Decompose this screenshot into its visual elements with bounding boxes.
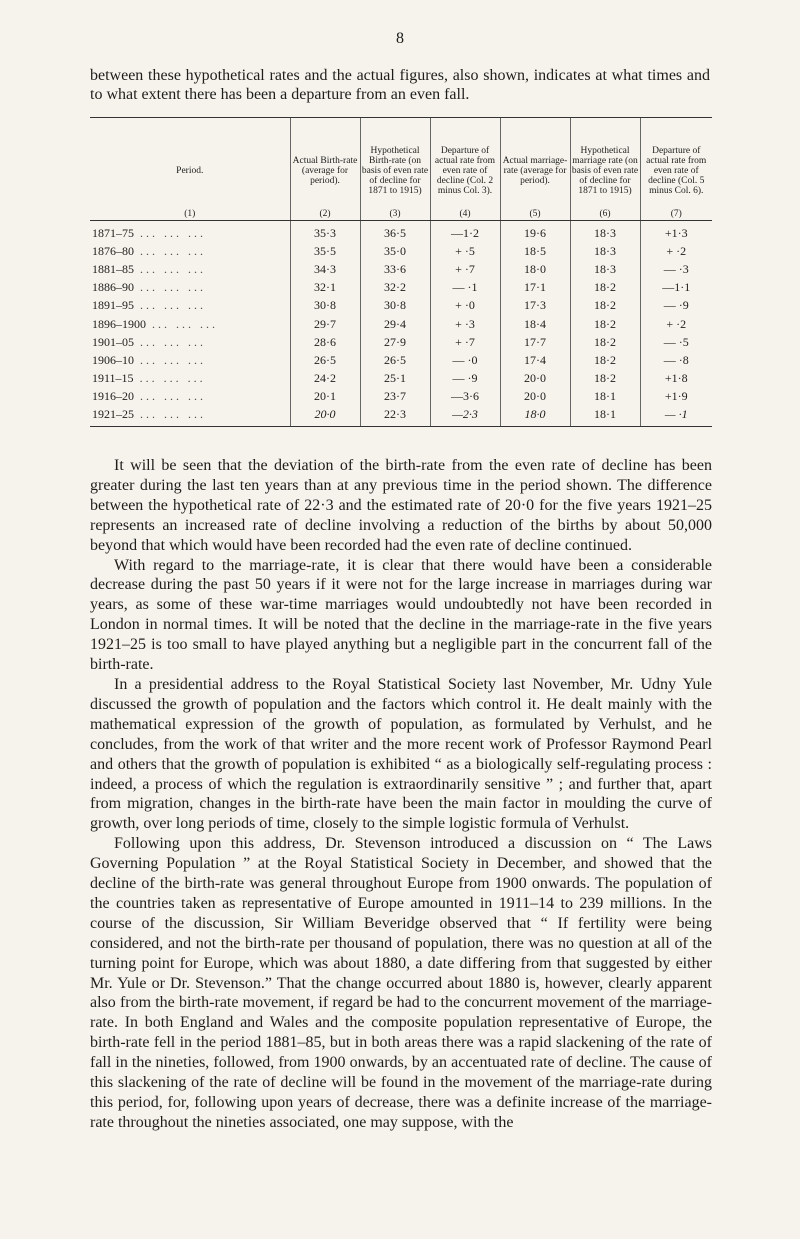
col-header-hypothetical-marriage-rate: Hypothetical marriage rate (on basis of even rate of decline for 1871 to 1915) (6)	[570, 118, 640, 221]
value-cell: 18·5	[500, 242, 570, 260]
value-cell: 20·0	[500, 370, 570, 388]
value-cell: 19·6	[500, 221, 570, 243]
value-cell: 33·6	[360, 260, 430, 278]
period-cell: 1896–1900 ... ... ...	[92, 316, 218, 331]
value-cell: + ·0	[430, 297, 500, 315]
value-cell: 29·4	[360, 315, 430, 333]
period-cell: 1921–25 ... ... ...	[90, 406, 290, 427]
value-cell: 18·1	[570, 406, 640, 427]
value-cell: 18·0	[500, 406, 570, 427]
value-cell: 32·2	[360, 279, 430, 297]
value-cell: 17·7	[500, 333, 570, 351]
value-cell: 18·2	[570, 279, 640, 297]
body-paragraph: It will be seen that the deviation of the birth-rate from the even rate of decline has been greater during the last ten years than at any previous time in the period shown. The difference between the hypothetical rate of 22·3 and the estimated rate of 20·0 for the five years 1921–25 represents an increased rate of decline involving a reduction of the births by about 50,000 beyond that which would have been recorded had the even rate of decline continued.	[90, 457, 712, 554]
value-cell: 28·6	[290, 333, 360, 351]
value-cell: 35·0	[360, 242, 430, 260]
table-row	[90, 297, 712, 315]
value-cell: 23·7	[360, 388, 430, 406]
value-cell: 26·5	[290, 351, 360, 369]
value-cell: 35·3	[290, 221, 360, 243]
value-cell: 20·0	[290, 406, 360, 427]
value-cell: 20·1	[290, 388, 360, 406]
value-cell: 34·3	[290, 260, 360, 278]
intro-paragraph: between these hypothetical rates and the actual figures, also shown, indicates at what times and to what extent there has been a departure from an even fall.	[90, 67, 710, 103]
value-cell: 18·3	[570, 242, 640, 260]
period-cell: 1911–15 ... ... ...	[92, 371, 206, 386]
value-cell: —1·1	[640, 279, 712, 297]
value-cell: — ·9	[430, 370, 500, 388]
value-cell: 18·2	[570, 351, 640, 369]
value-cell: 18·0	[500, 260, 570, 278]
value-cell: + ·5	[430, 242, 500, 260]
value-cell: — ·0	[430, 351, 500, 369]
value-cell: — ·3	[640, 260, 712, 278]
value-cell: — ·5	[640, 333, 712, 351]
value-cell: —3·6	[430, 388, 500, 406]
table-row	[90, 351, 712, 369]
value-cell: — ·1	[430, 279, 500, 297]
value-cell: 17·1	[500, 279, 570, 297]
value-cell: +1·9	[640, 388, 712, 406]
col-header-actual-marriage-rate: Actual marriage-rate (average for period). (5)	[500, 118, 570, 221]
value-cell: 29·7	[290, 315, 360, 333]
body-paragraph: With regard to the marriage-rate, it is clear that there would have been a considerable decrease during the past 50 years if it were not for the large increase in marriages during war years, as some of these war-time marriages would undoubtedly not have been recorded in London in normal times. It will be noted that the decline in the marriage-rate in the five years 1921–25 is too small to have played anything but a negligible part in the concurrent fall of the birth-rate.	[90, 556, 712, 674]
value-cell: + ·2	[640, 242, 712, 260]
value-cell: 17·3	[500, 297, 570, 315]
table-row	[90, 221, 712, 243]
value-cell: — ·8	[640, 351, 712, 369]
value-cell: 18·4	[500, 315, 570, 333]
value-cell: 30·8	[290, 297, 360, 315]
col-header-marriage-departure: Departure of actual rate from even rate of decline (Col. 5 minus Col. 6). (7)	[640, 118, 712, 221]
table-row	[90, 242, 712, 260]
value-cell: 30·8	[360, 297, 430, 315]
value-cell: —2·3	[430, 406, 500, 427]
table-body	[90, 221, 712, 427]
period-cell: 1871–75 ... ... ...	[92, 225, 206, 240]
period-cell: 1906–10 ... ... ...	[92, 352, 206, 367]
value-cell: + ·7	[430, 260, 500, 278]
period-cell: 1916–20 ... ... ...	[92, 389, 206, 404]
value-cell: + ·3	[430, 315, 500, 333]
col-header-birth-departure: Departure of actual rate from even rate of decline (Col. 2 minus Col. 3). (4)	[430, 118, 500, 221]
value-cell: +1·8	[640, 370, 712, 388]
col-header-actual-birth-rate: Actual Birth-rate (average for period). (2)	[290, 118, 360, 221]
value-cell: 20·0	[500, 388, 570, 406]
value-cell: 18·2	[570, 370, 640, 388]
value-cell: 18·2	[570, 333, 640, 351]
period-cell: 1886–90 ... ... ...	[92, 280, 206, 295]
value-cell: 18·1	[570, 388, 640, 406]
value-cell: 35·5	[290, 242, 360, 260]
value-cell: 32·1	[290, 279, 360, 297]
table-header-row	[90, 118, 712, 221]
value-cell: 24·2	[290, 370, 360, 388]
value-cell: 18·3	[570, 260, 640, 278]
value-cell: 22·3	[360, 406, 430, 427]
table-row	[90, 315, 712, 333]
value-cell: + ·2	[640, 315, 712, 333]
period-cell: 1881–85 ... ... ...	[92, 261, 206, 276]
body-paragraph: Following upon this address, Dr. Stevenson introduced a discussion on “ The Laws Governing Population ” at the Royal Statistical Society in December, and showed that the decline of the birth-rate was general throughout Europe from 1900 onwards. The population of the countries taken as representative of Europe amounted in 1911–14 to 239 millions. In the course of the discussion, Sir William Beveridge observed that “ If fertility were being considered, and not the birth-rate per thousand of population, there was no question at all of the turning point for Europe, which was about 1880, a date differing from that suggested by either Mr. Yule or Dr. Stevenson.” That the change occurred about 1880 is, however, clearly apparent also from the birth-rate movement, if regard be had to the concurrent movement of the marriage-rate. In both England and Wales and the composite population representative of Europe, the birth-rate fell in the period 1881–85, but in both areas there was a rapid slackening of the rate of fall in the nineties, followed, from 1900 onwards, by an accentuated rate of decline. The cause of this slackening of the rate of decline will be found in the movement of the marriage-rate during this period, for, following upon years of decrease, there was a definite increase of the marriage-rate throughout the nineties associated, one may suppose, with the	[90, 835, 712, 1131]
body-text	[90, 456, 712, 1133]
table-row	[90, 279, 712, 297]
table-row	[90, 260, 712, 278]
value-cell: —1·2	[430, 221, 500, 243]
period-cell: 1876–80 ... ... ...	[92, 243, 206, 258]
value-cell: — ·1	[640, 406, 712, 427]
value-cell: 17·4	[500, 351, 570, 369]
page-number: 8	[396, 30, 404, 47]
value-cell: 26·5	[360, 351, 430, 369]
table-row	[90, 388, 712, 406]
body-paragraph: In a presidential address to the Royal Statistical Society last November, Mr. Udny Yule discussed the growth of population and the factors which control it. He dealt mainly with the mathematical expression of the growth of population, as formulated by Verhulst, and he concludes, from the work of that writer and the more recent work of Professor Raymond Pearl and others that the growth of population is exhibited “ as a biologically self-regulating process : indeed, a process of which the regulation is extraordinarily sensitive ” ; and further that, apart from migration, changes in the birth-rate have been the main factor in moulding the curve of growth, over long periods of time, closely to the simple logistic formula of Verhulst.	[90, 675, 712, 833]
value-cell: 36·5	[360, 221, 430, 243]
value-cell: +1·3	[640, 221, 712, 243]
table-row	[90, 370, 712, 388]
value-cell: 18·3	[570, 221, 640, 243]
period-cell: 1891–95 ... ... ...	[92, 298, 206, 313]
col-header-period: Period. (1)	[90, 118, 290, 221]
col-header-hypothetical-birth-rate: Hypothetical Birth-rate (on basis of even rate of decline for 1871 to 1915) (3)	[360, 118, 430, 221]
value-cell: 18·2	[570, 297, 640, 315]
period-cell: 1901–05 ... ... ...	[92, 334, 206, 349]
table-row	[90, 406, 712, 427]
value-cell: — ·9	[640, 297, 712, 315]
value-cell: 25·1	[360, 370, 430, 388]
birth-marriage-rate-table	[90, 117, 712, 427]
value-cell: 18·2	[570, 315, 640, 333]
value-cell: + ·7	[430, 333, 500, 351]
value-cell: 27·9	[360, 333, 430, 351]
table-row	[90, 333, 712, 351]
